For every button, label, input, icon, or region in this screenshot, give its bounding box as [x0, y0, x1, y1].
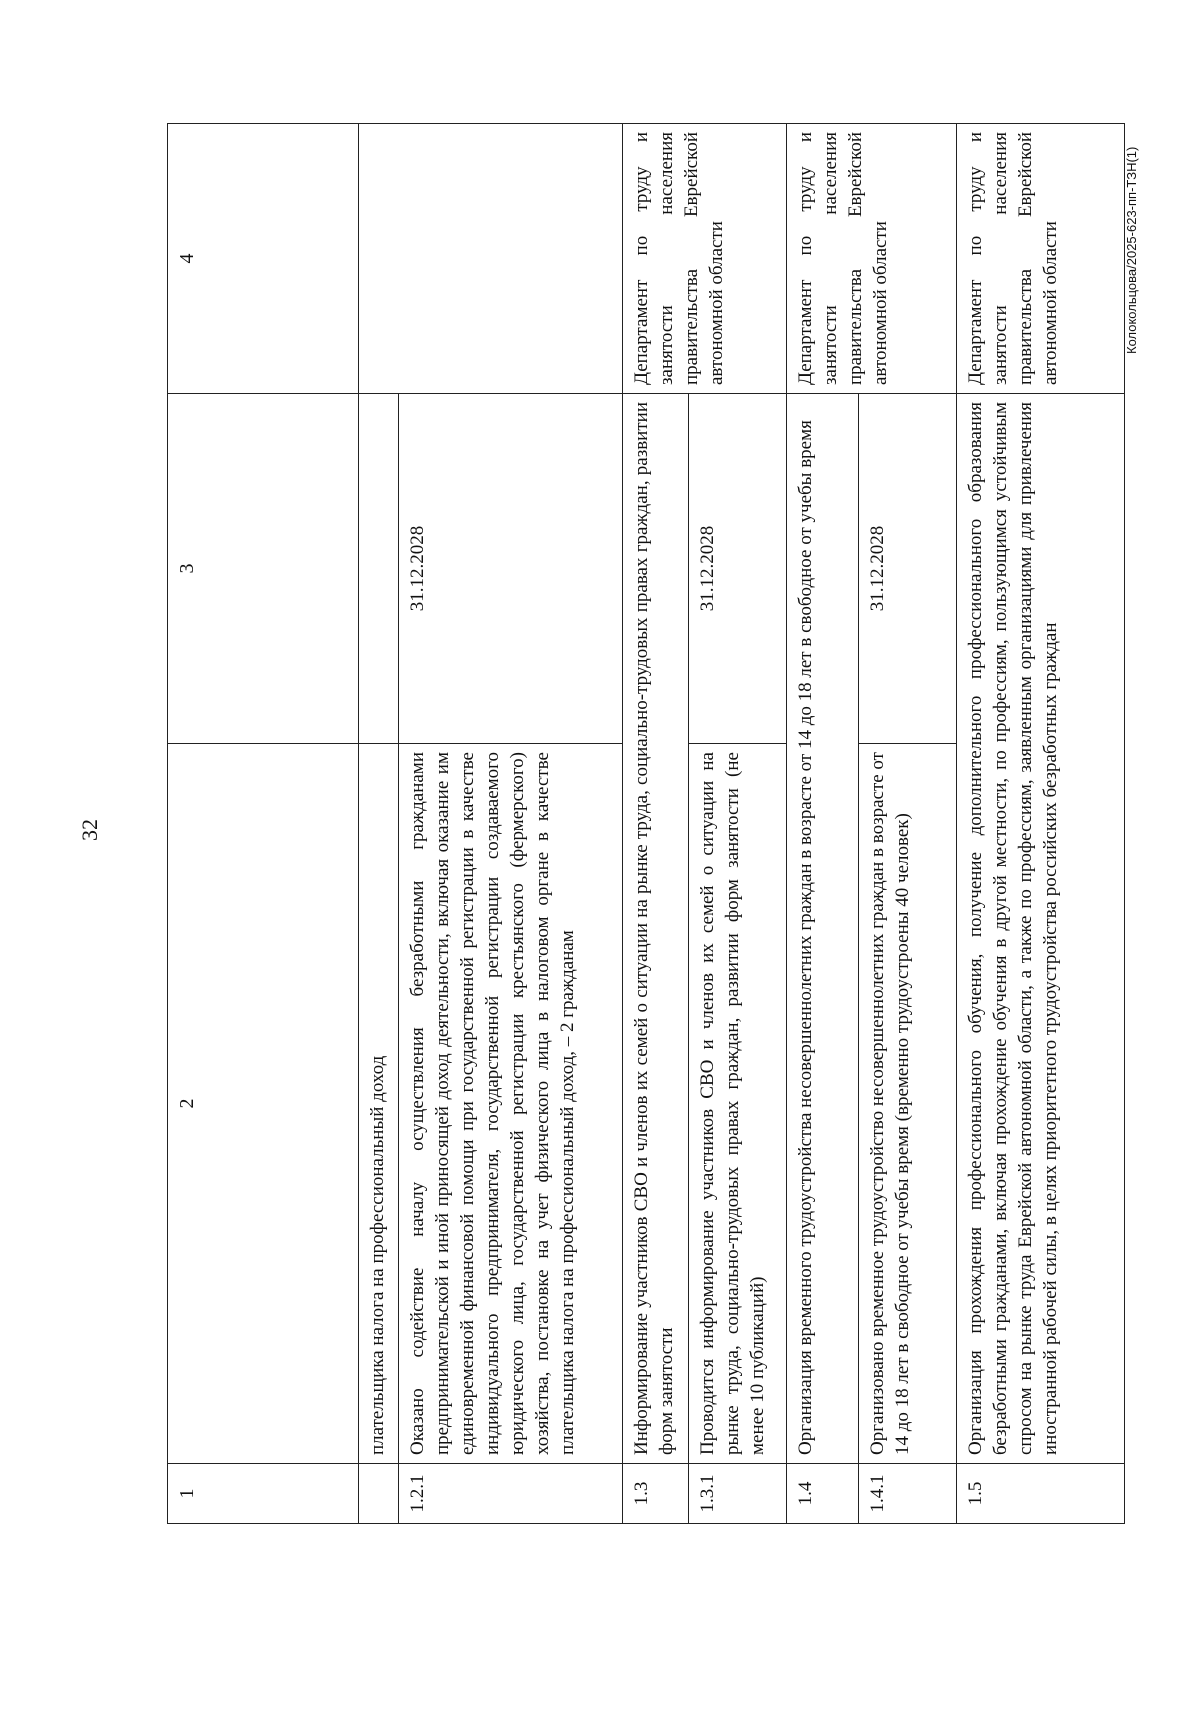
row-number: 1.5	[957, 1464, 1125, 1524]
row-text: Проводится информирование участников СВО и членов их семей о ситуации на рынке труда, социально-трудовых правах граждан, развитии форм занятости (не менее 10 публикаций)	[689, 744, 787, 1464]
header-cell: 3	[168, 394, 359, 744]
row-responsible: Департамент по труду и занятости населения правительства Еврейской автономной области	[787, 124, 957, 394]
page-number: 32	[77, 819, 102, 841]
header-cell: 4	[168, 124, 359, 394]
header-cell: 2	[168, 744, 359, 1464]
table-row	[957, 124, 1125, 1524]
row-responsible: Департамент по труду и занятости населения правительства Еврейской автономной области	[623, 124, 787, 394]
row-date: 31.12.2028	[689, 394, 787, 744]
document-code: Колокольцова/2025-623-пп-ТЗН(1)	[1124, 146, 1139, 354]
row-number: 1.2.1	[399, 1464, 623, 1524]
row-date: 31.12.2028	[859, 394, 957, 744]
row-text: Организовано временное трудоустройство несовершеннолетних граждан в возрасте от 14 до 18 лет в свободное от учебы время (временно трудоустроены 40 человек)	[859, 744, 957, 1464]
row-text: Информирование участников СВО и членов их семей о ситуации на рынке труда, социально-трудовых правах граждан, развитии форм занятости	[623, 394, 689, 1464]
table-header-row	[168, 124, 359, 1524]
empty-cell	[359, 124, 623, 394]
empty-cell	[359, 1464, 399, 1524]
continuation-text: плательщика налога на профессиональный доход	[359, 744, 399, 1464]
row-text: Организация прохождения профессионального обучения, получение дополнительного профессионального образования безработными гражданами, включая прохождение обучения в другой местности, по профессиям, пользующимся устойчивым спросом на рынке труда Еврейской автономной области, а также по профессиям, заявленным организациями для привлечения иностранной рабочей силы, в целях приоритетного трудоустройства российских безработных граждан	[957, 394, 1125, 1464]
row-text: Организация временного трудоустройства несовершеннолетних граждан в возрасте от 14 до 18 лет в свободное от учебы время	[787, 394, 859, 1464]
row-number: 1.3	[623, 1464, 689, 1524]
plan-table	[167, 123, 1125, 1524]
table-row	[623, 124, 689, 1524]
table-container	[167, 124, 1125, 1524]
row-number: 1.4	[787, 1464, 859, 1524]
table-row	[787, 124, 859, 1524]
row-responsible: Департамент по труду и занятости населения правительства Еврейской автономной области	[957, 124, 1125, 394]
table-row	[359, 124, 399, 1524]
row-text: Оказано содействие началу осуществления безработными гражданами предпринимательской и иной приносящей доход деятельности, включая оказание им единовременной финансовой помощи при государственной регистрации в качестве индивидуального предпринимателя, государственной регистрации создаваемого юридического лица, государственной регистрации крестьянского (фермерского) хозяйства, постановке на учет физического лица в налоговом органе в качестве плательщика налога на профессиональный доход, – 2 гражданам	[399, 744, 623, 1464]
row-number: 1.3.1	[689, 1464, 787, 1524]
row-date: 31.12.2028	[399, 394, 623, 744]
empty-cell	[359, 394, 399, 744]
row-number: 1.4.1	[859, 1464, 957, 1524]
header-cell: 1	[168, 1464, 359, 1524]
